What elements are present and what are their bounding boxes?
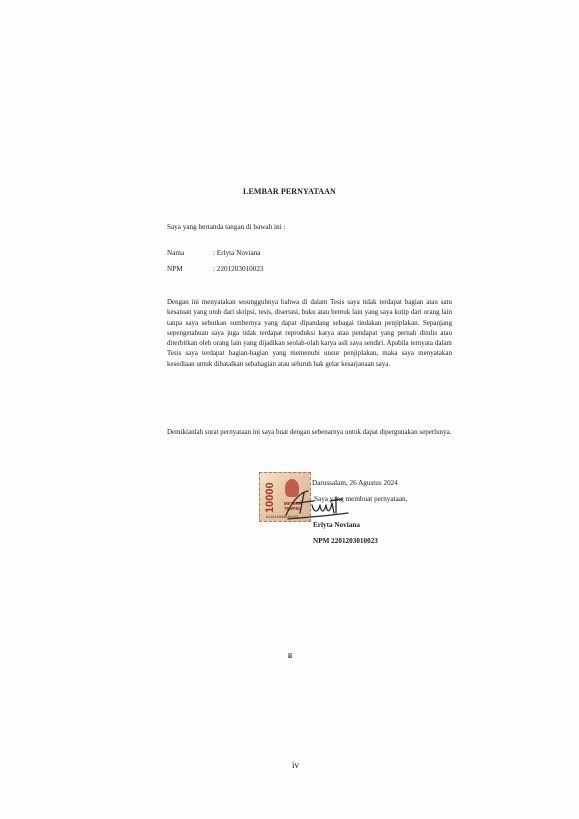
outer-page-number: iv [292,760,300,770]
inner-page-number: ii [288,651,293,660]
maker-line: Saya yang membuat pernyataan, [314,495,408,503]
field-nama [167,249,261,257]
field-value: : 2201203010023 [213,265,264,273]
closing-paragraph: Demikianlah surat pernyataan ini saya buat dengan sebenarnya untuk dapat dipergunakan seperlunya. [167,428,452,436]
field-value: : Erlyta Noviana [213,249,261,257]
stamp-value: 10000 [264,482,276,513]
stamp-label: METERAI [284,501,303,506]
place-date: Darussalam, 26 Agustus 2024 [312,479,398,487]
statement-paragraph: Dengan ini menyatakan sesungguhnya bahwa di dalam Tesis saya tidak terdapat bagian atau satu kesatuan yang utuh dari skripsi, tesis, disertasi, buku atau bentuk lain yang saya kutip dari orang lain tanpa saya sebutkan sumbernya yang dapat dipandang sebagai tindakan penjiplakan. Sepanjang sepengetahuan saya juga tidak terdapat reproduksi karya atau pendapat yang pernah ditulis atau diterbitkan oleh orang lain yang dijadikan seolah-olah karya asli saya sendiri. Apabila ternyata dalam Tesis saya terdapat bagian-bagian yang memenuhi unsur penjiplakan, maka saya menyatakan kesediaan untuk dibatalkan sebahagian atau seluruh hak gelar kesarjanaan saya. [167,298,452,368]
field-label: Nama [167,249,185,257]
intro-text: Saya yang bertanda tangan di bawah ini : [167,223,286,231]
stamp-serial: 912ALX838984159 [266,516,299,520]
signer-name: Erlyta Noviana [313,521,360,529]
handwritten-signature [278,483,356,525]
field-npm [167,265,264,273]
document-title: LEMBAR PERNYATAAN [243,187,336,196]
field-label: NPM [167,265,183,273]
stamp-label: TEMPEL [284,506,301,511]
signer-npm: NPM 2201203010023 [313,537,378,545]
